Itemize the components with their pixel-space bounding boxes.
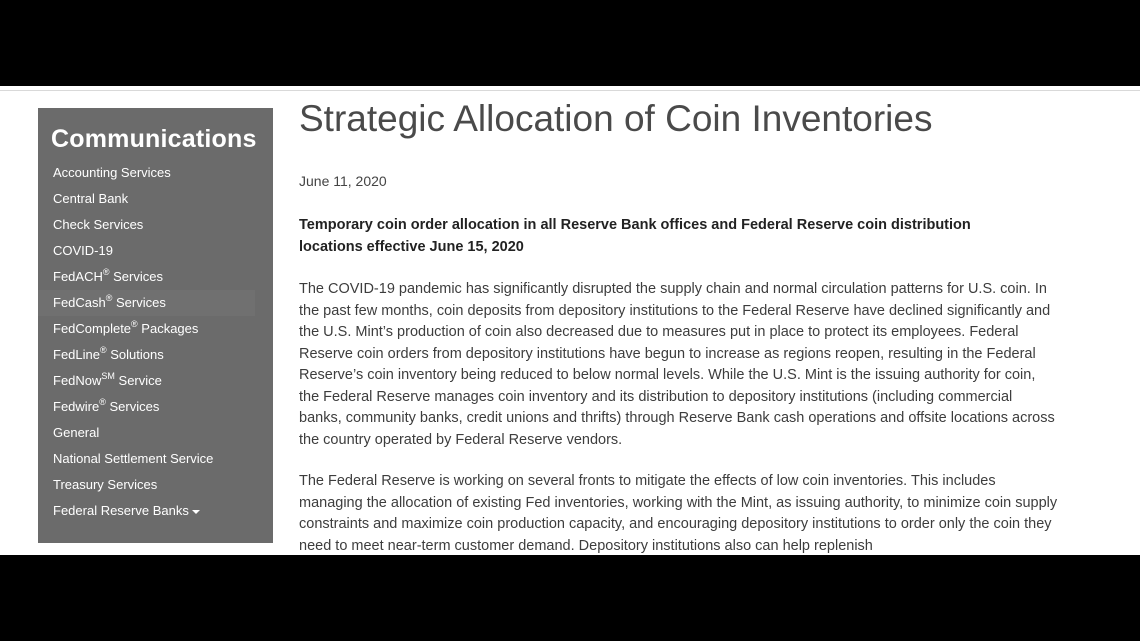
sidebar-item-suffix: Services: [105, 399, 160, 414]
sidebar-item-label: Federal Reserve Banks: [53, 503, 189, 518]
letterbox-top: [0, 0, 1140, 86]
trademark-mark: ®: [99, 396, 106, 407]
sidebar-title: Communications: [51, 125, 257, 153]
sidebar-item-fedwire[interactable]: [38, 394, 273, 420]
sidebar-item-fedcomplete[interactable]: [38, 316, 273, 342]
sidebar-item-suffix: Service: [114, 373, 162, 388]
sidebar-item-suffix: Services: [112, 295, 166, 310]
sidebar-item-label: Treasury Services: [53, 477, 158, 492]
sidebar-item-fedline[interactable]: [38, 342, 273, 368]
publish-date: June 11, 2020: [299, 173, 387, 189]
sidebar-item-suffix: Solutions: [106, 347, 164, 362]
sidebar-item-national-settlement-service[interactable]: [38, 446, 273, 472]
article-paragraph: The COVID-19 pandemic has significantly disrupted the supply chain and normal circulation patterns for U.S. coin. In the past few months, coin deposits from depository institutions to the Federal Reserve have declined significantly and the U.S. Mint’s production of coin also decreased due to measures put in place to protect its employees. Federal Reserve coin orders from depository institutions have begun to increase as regions reopen, resulting in the Federal Reserve’s coin inventory being reduced to below normal levels. While the U.S. Mint is the issuing authority for coin, the Federal Reserve manages coin inventory and its distribution to depository institutions (including commercial banks, community banks, credit unions and thrifts) through Reserve Bank cash operations and offsite locations across the country operated by Federal Reserve vendors.: [299, 281, 1055, 448]
sidebar-item-label: National Settlement Service: [53, 451, 214, 466]
sidebar-item-general[interactable]: [38, 420, 273, 446]
sidebar-item-label: FedACH: [53, 269, 103, 284]
sidebar-item-check-services[interactable]: [38, 212, 273, 238]
sidebar-item-central-bank[interactable]: [38, 186, 273, 212]
browser-viewport: [0, 86, 1140, 555]
sidebar-item-label: FedLine: [53, 347, 100, 362]
sidebar-item-label: Central Bank: [53, 191, 129, 206]
article-subheading: Temporary coin order allocation in all Reserve Bank offices and Federal Reserve coin distribution locations effective June 15, 2020: [299, 217, 971, 255]
sidebar-item-federal-reserve-banks[interactable]: [38, 498, 273, 524]
sidebar-item-fedcash[interactable]: [38, 290, 255, 316]
sidebar-item-treasury-services[interactable]: [38, 472, 273, 498]
sidebar-item-fednow[interactable]: [38, 368, 273, 394]
sidebar-list: [38, 160, 273, 524]
sidebar-item-label: Check Services: [53, 217, 144, 232]
sidebar-item-label: Accounting Services: [53, 165, 171, 180]
sidebar-item-suffix: Packages: [137, 321, 199, 336]
sidebar-item-suffix: Services: [109, 269, 163, 284]
sidebar-item-label: FedCash: [53, 295, 106, 310]
trademark-mark: ®: [99, 344, 107, 355]
trademark-mark: ®: [131, 318, 138, 329]
sidebar-item-fedach[interactable]: [38, 264, 273, 290]
sidebar-item-label: FedComplete: [53, 321, 132, 336]
sidebar-item-accounting-services[interactable]: [38, 160, 273, 186]
letterbox-bottom: [0, 555, 1140, 641]
page-title: Strategic Allocation of Coin Inventories: [299, 98, 933, 139]
caret-down-icon: [192, 510, 200, 514]
sidebar-item-label: General: [53, 425, 100, 440]
article-paragraph: The Federal Reserve is working on several fronts to mitigate the effects of low coin inventories. This includes managing the allocation of existing Fed inventories, working with the Mint, as issuing authority, to minimize coin supply constraints and maximize coin production capacity, and encouraging depository institutions to order only the coin they need to meet near-term customer demand. Depository institutions also can help replenish: [299, 473, 1058, 554]
sidebar-item-covid-19[interactable]: [38, 238, 273, 264]
sidebar-item-label: Fedwire: [53, 399, 100, 414]
sidebar: [38, 108, 273, 543]
trademark-mark: ®: [105, 292, 113, 303]
service-mark: SM: [101, 370, 115, 381]
trademark-mark: ®: [102, 266, 110, 277]
divider: [0, 90, 1140, 91]
sidebar-item-label: COVID-19: [53, 243, 113, 258]
sidebar-item-label: FedNow: [53, 373, 102, 388]
